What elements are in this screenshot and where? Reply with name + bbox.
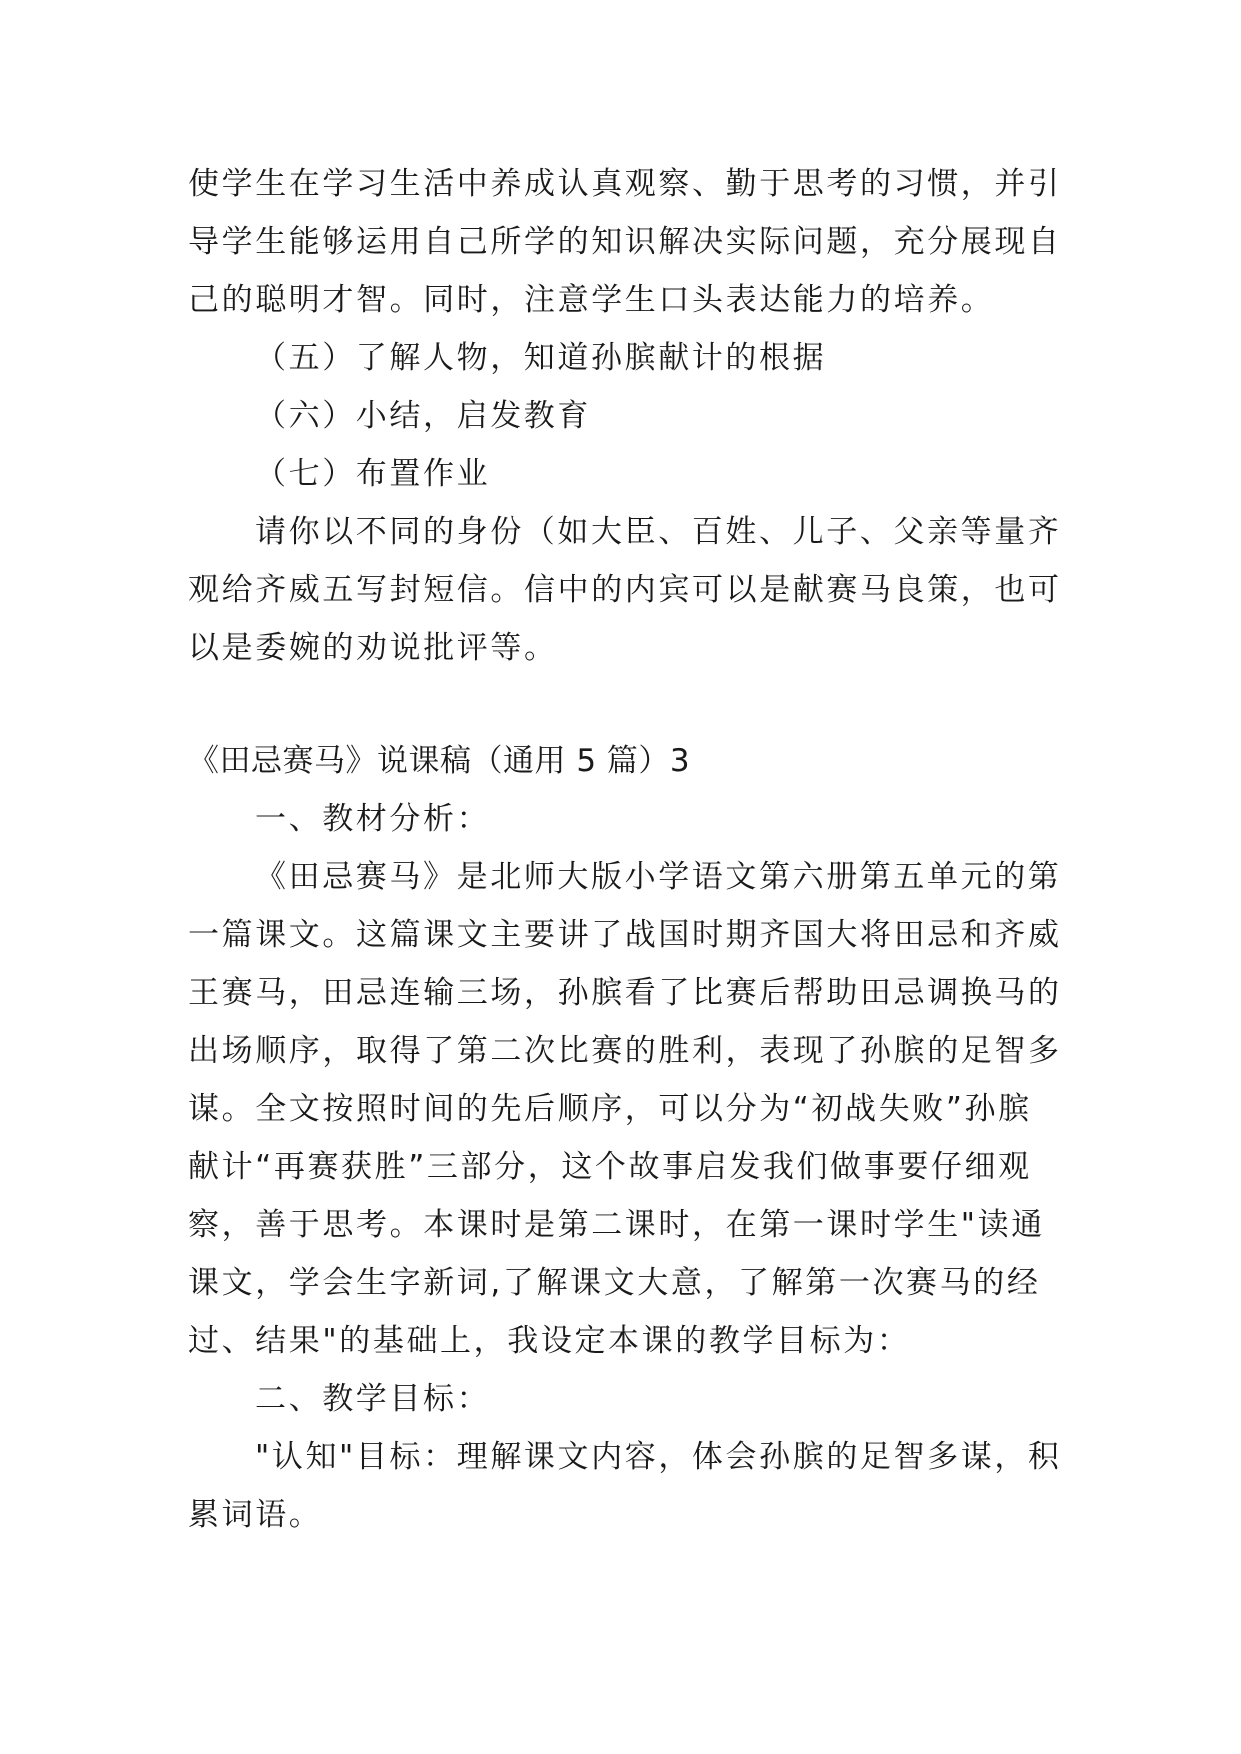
body-line: 出场顺序，取得了第二次比赛的胜利，表现了孙膑的足智多	[188, 1033, 1062, 1069]
body-line: 累词语。	[188, 1497, 323, 1533]
body-line: 谋。全文按照时间的先后顺序，可以分为“初战失败”孙膑	[188, 1091, 1032, 1127]
paragraph-first-line: 《田忌赛马》是北师大版小学语文第六册第五单元的第	[255, 859, 1062, 895]
section-heading: 《田忌赛马》说课稿（通用 5 篇）3	[188, 743, 691, 779]
body-line: 献计“再赛获胜”三部分，这个故事启发我们做事要仔细观	[188, 1149, 1032, 1185]
body-line: 己的聪明才智。同时，注意学生口头表达能力的培养。	[188, 282, 995, 318]
list-item: （七）布置作业	[255, 456, 491, 492]
paragraph-first-line: 请你以不同的身份（如大臣、百姓、儿子、父亲等量齐	[255, 514, 1062, 550]
list-item: （六）小结，启发教育	[255, 398, 591, 434]
body-line: 过、结果"的基础上，我设定本课的教学目标为：	[188, 1323, 911, 1359]
body-line: 使学生在学习生活中养成认真观察、勤于思考的习惯，并引	[188, 166, 1062, 202]
list-item: （五）了解人物，知道孙膑献计的根据	[255, 340, 827, 376]
body-line: 一篇课文。这篇课文主要讲了战国时期齐国大将田忌和齐威	[188, 917, 1062, 953]
body-line: 导学生能够运用自己所学的知识解决实际问题，充分展现自	[188, 224, 1062, 260]
subsection-heading: 二、教学目标：	[255, 1381, 491, 1417]
body-line: 观给齐威五写封短信。信中的内宾可以是献赛马良策，也可	[188, 572, 1062, 608]
body-line: 以是委婉的劝说批评等。	[188, 630, 558, 666]
subsection-heading: 一、教材分析：	[255, 801, 491, 837]
paragraph-first-line: "认知"目标：理解课文内容，体会孙膑的足智多谋，积	[255, 1439, 1062, 1475]
body-line: 王赛马，田忌连输三场，孙膑看了比赛后帮助田忌调换马的	[188, 975, 1062, 1011]
body-line: 课文，学会生字新词,了解课文大意，了解第一次赛马的经	[188, 1265, 1041, 1301]
body-line: 察，善于思考。本课时是第二课时，在第一课时学生"读通	[188, 1207, 1045, 1243]
